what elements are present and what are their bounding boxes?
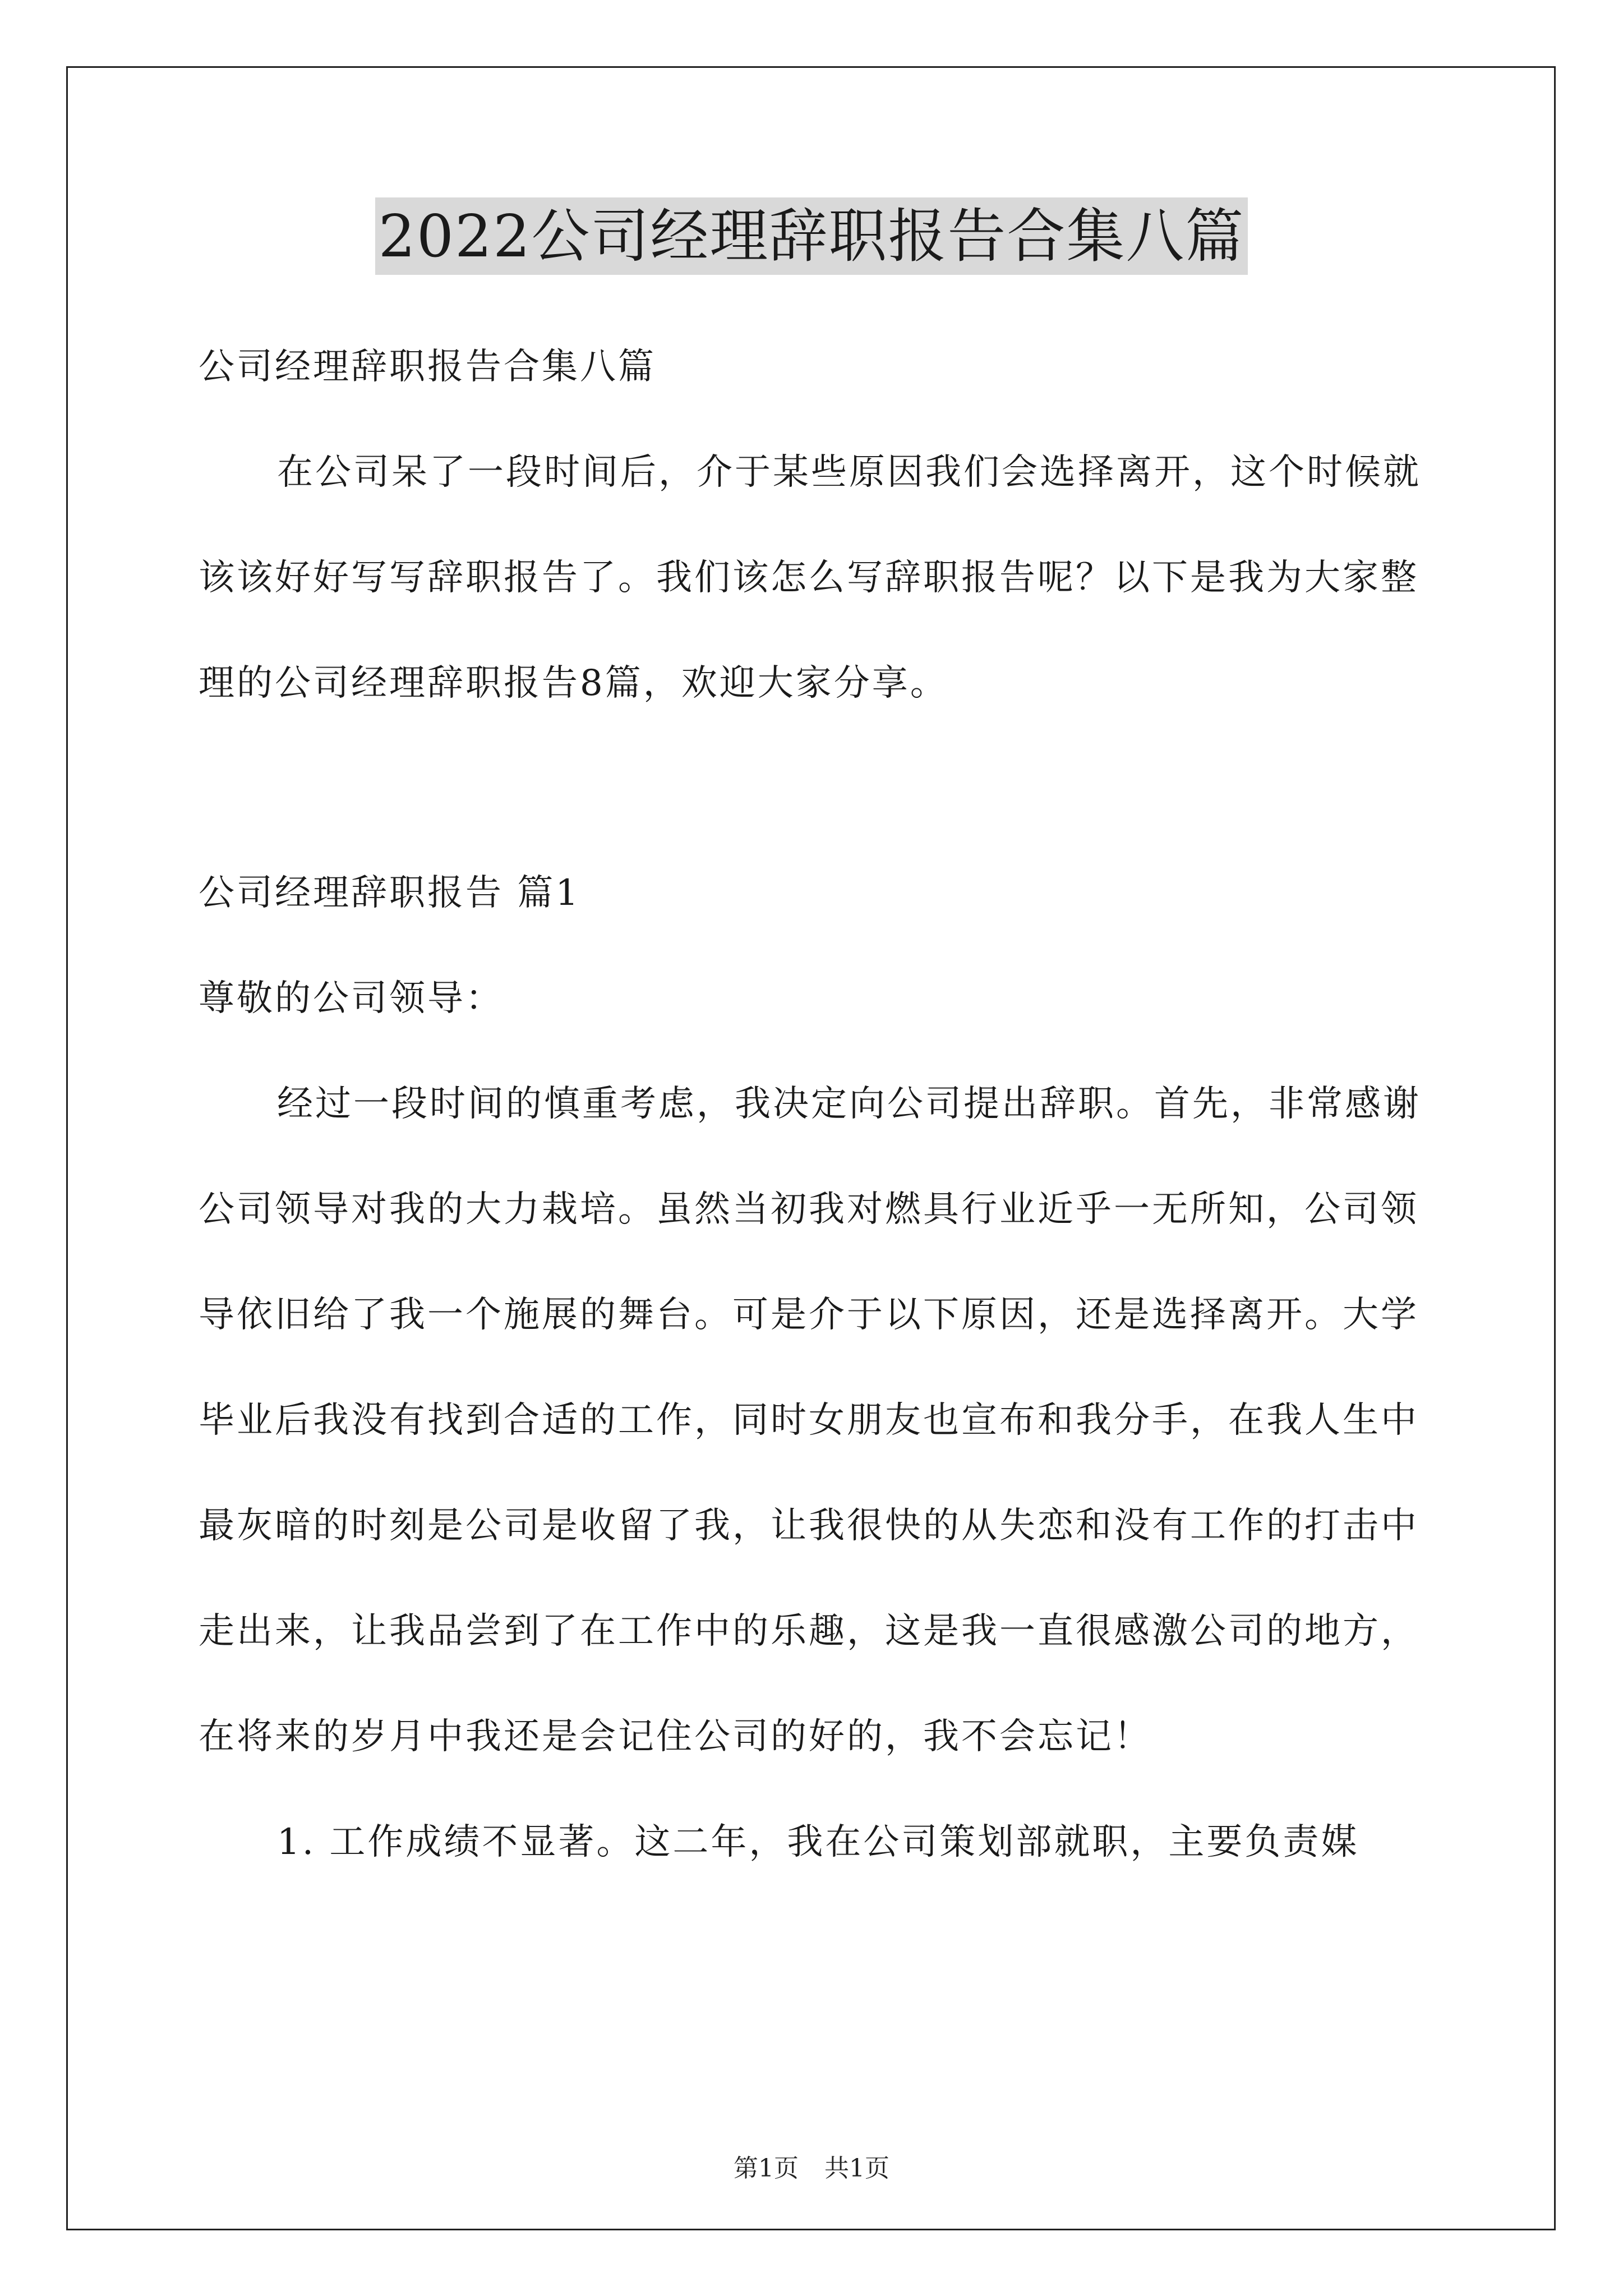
document-body (199, 314, 1432, 1895)
list-item-1: 1. 工作成绩不显著。这二年，我在公司策划部就职，主要负责媒 (277, 1821, 1359, 1863)
page-number: 第1页 (734, 2154, 799, 2183)
intro-paragraph: 在公司呆了一段时间后，介于某些原因我们会选择离开，这个时候就该该好好写写辞职报告了。我们该怎么写辞职报告呢？以下是我为大家整理的公司经理辞职报告8篇，欢迎大家分享。 (199, 452, 1421, 704)
body-paragraph: 经过一段时间的慎重考虑，我决定向公司提出辞职。首先，非常感谢公司领导对我的大力栽培。虽然当初我对燃具行业近乎一无所知，公司领导依旧给了我一个施展的舞台。可是介于以下原因，还是选择离开。大学毕业后我没有找到合适的工作，同时女朋友也宣布和我分手，在我人生中最灰暗的时刻是公司是收留了我，让我很快的从失恋和没有工作的打击中走出来，让我品尝到了在工作中的乐趣，这是我一直很感激公司的地方，在将来的岁月中我还是会记住公司的好的，我不会忘记！ (199, 1083, 1421, 1757)
page-total: 共1页 (824, 2154, 889, 2183)
title-container (0, 197, 1623, 275)
document-subtitle: 公司经理辞职报告合集八篇 (199, 346, 656, 388)
document-title: 2022公司经理辞职报告合集八篇 (375, 197, 1248, 275)
section-heading: 公司经理辞职报告 篇1 (199, 872, 581, 914)
page-footer (0, 2152, 1623, 2185)
salutation: 尊敬的公司领导： (199, 978, 504, 1019)
